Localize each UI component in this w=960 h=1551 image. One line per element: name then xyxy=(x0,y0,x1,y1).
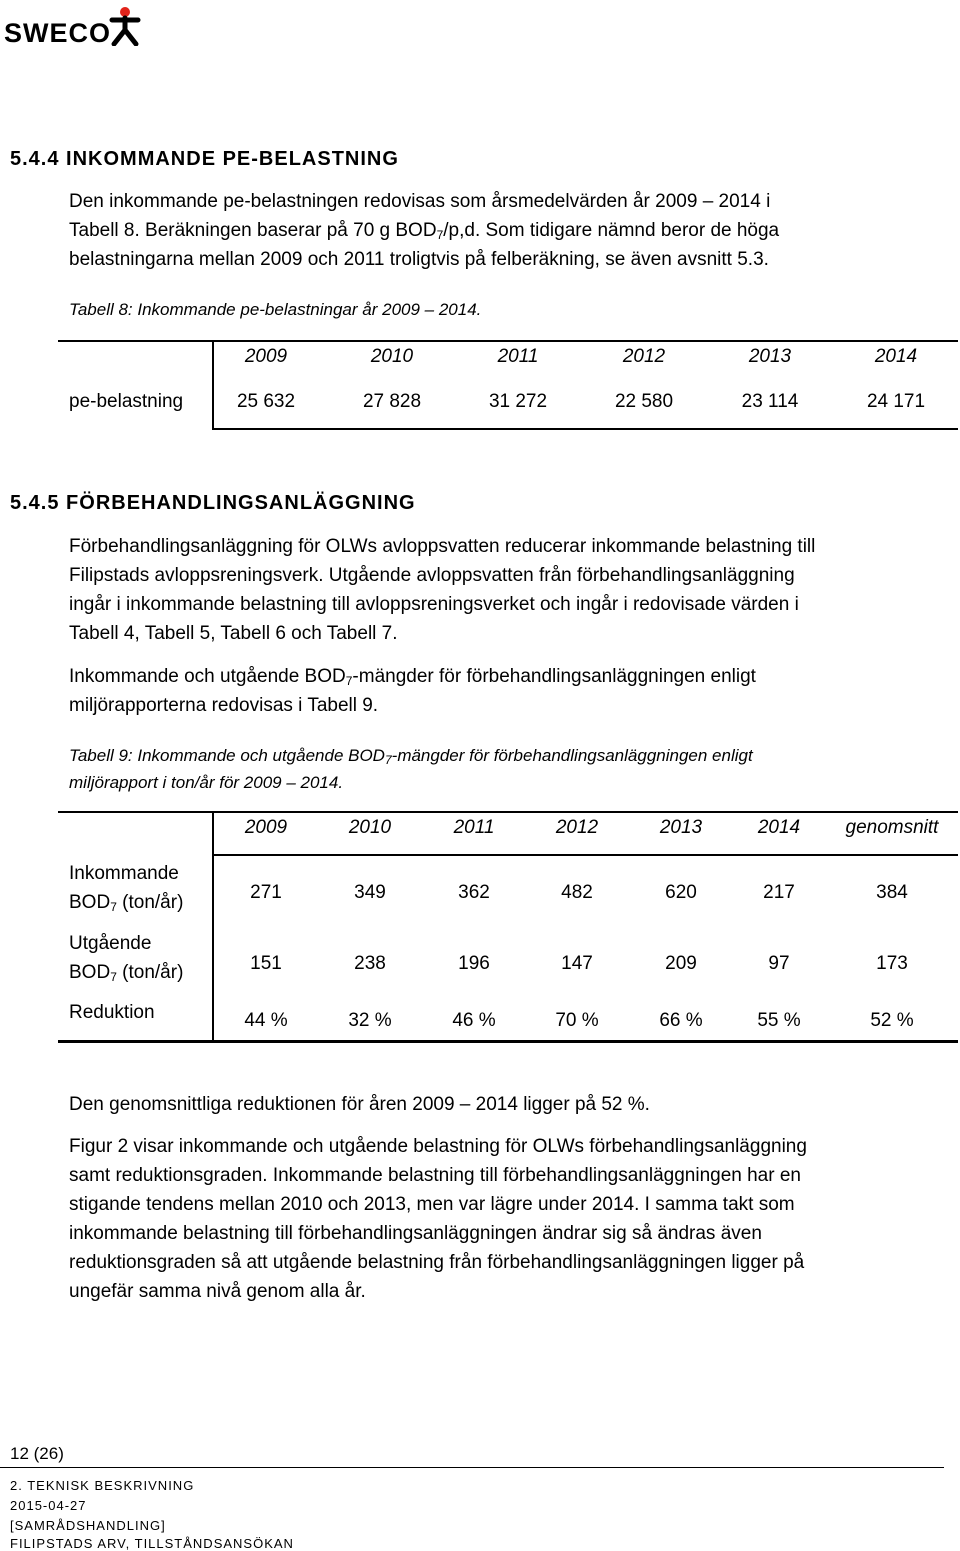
footer-project: FILIPSTADS ARV, TILLSTÅNDSANSÖKAN xyxy=(10,1536,294,1551)
table9-cell: 55 % xyxy=(757,1010,801,1031)
table9-cell: 44 % xyxy=(244,1010,288,1031)
section-544-paragraph xyxy=(69,187,939,274)
table8-top-rule xyxy=(58,340,958,342)
table9-caption xyxy=(69,742,753,796)
para-line: belastningarna mellan 2009 och 2011 troligtvis på felberäkning, se även avsnitt 5.3. xyxy=(69,249,769,270)
table9-cell: 620 xyxy=(665,882,697,903)
section-545-paragraph-2 xyxy=(69,662,939,720)
para-line: stigande tendens mellan 2010 och 2013, men var lägre under 2014. I samma takt som xyxy=(69,1194,795,1215)
footer-date: 2015-04-27 xyxy=(10,1498,87,1513)
table9-cell: 66 % xyxy=(659,1010,703,1031)
table8-cell: 22 580 xyxy=(614,391,674,412)
table9-header-rule xyxy=(212,854,958,856)
para-line: ingår i inkommande belastning till avloppsreningsverket och ingår i redovisade värden i xyxy=(69,594,799,615)
section-heading-544: 5.4.4 INKOMMANDE PE-BELASTNING xyxy=(10,148,399,170)
table9-row-label-reduktion: Reduktion xyxy=(69,1002,155,1023)
table9-cell: 217 xyxy=(763,882,795,903)
table8-year-header: 2014 xyxy=(874,346,918,367)
table9-column-header: 2012 xyxy=(555,817,599,838)
table9-cell: 97 xyxy=(768,953,790,974)
table8-year-header: 2009 xyxy=(244,346,288,367)
para-line: Tabell 4, Tabell 5, Tabell 6 och Tabell 7. xyxy=(69,623,398,644)
table8-row-label: pe-belastning xyxy=(69,391,184,412)
footer-status: [SAMRÅDSHANDLING] xyxy=(10,1518,166,1533)
table8-cell: 23 114 xyxy=(741,391,799,412)
table8-year-header: 2010 xyxy=(370,346,414,367)
table9-cell: 46 % xyxy=(452,1010,496,1031)
table9-column-header: 2010 xyxy=(348,817,392,838)
table8-year-header: 2012 xyxy=(622,346,666,367)
table8-cell: 25 632 xyxy=(236,391,296,412)
table8-cell: 27 828 xyxy=(362,391,422,412)
table9-cell: 349 xyxy=(354,882,386,903)
para-line: miljörapporterna redovisas i Tabell 9. xyxy=(69,695,379,716)
caption-line: Tabell 9: Inkommande och utgående $BOD_7$-mängder för förbehandlingsanläggningen enligt xyxy=(69,746,753,767)
table8-cell: 24 171 xyxy=(866,391,926,412)
para-line: Filipstads avloppsreningsverk. Utgående avloppsvatten från förbehandlingsanläggning xyxy=(69,565,795,586)
footer-rule xyxy=(0,1467,944,1468)
para-line: samt reduktionsgraden. Inkommande belastning till förbehandlingsanläggningen har en xyxy=(69,1165,801,1186)
table9-cell: 238 xyxy=(354,953,386,974)
caption-line: miljörapport i ton/år för 2009 – 2014. xyxy=(69,773,344,792)
para-line: Den inkommande pe-belastningen redovisas som årsmedelvärden år 2009 – 2014 i xyxy=(69,191,771,212)
table8-bottom-rule xyxy=(212,428,958,430)
table9-column-header: 2014 xyxy=(757,817,801,838)
para-line: Förbehandlingsanläggning för OLWs avloppsvatten reducerar inkommande belastning till xyxy=(69,536,816,557)
section-heading-545: 5.4.5 FÖRBEHANDLINGSANLÄGGNING xyxy=(10,492,416,514)
table9-cell: 384 xyxy=(876,882,908,903)
table9-cell: 70 % xyxy=(555,1010,599,1031)
para-line: Figur 2 visar inkommande och utgående belastning för OLWs förbehandlingsanläggning xyxy=(69,1136,807,1157)
para-line: ungefär samma nivå genom alla år. xyxy=(69,1281,366,1302)
sweco-logo xyxy=(4,4,144,48)
table9-row-label-inkommande: Inkommande $BOD_7$ (ton/år) xyxy=(69,863,184,914)
table8-vertical-rule xyxy=(212,340,214,430)
para-line: inkommande belastning till förbehandlingsanläggningen ändrar sig så ändras även xyxy=(69,1223,762,1244)
table9-cell: 209 xyxy=(665,953,697,974)
table8-caption: Tabell 8: Inkommande pe-belastningar år 2009 – 2014. xyxy=(69,300,482,319)
closing-paragraph-1: Den genomsnittliga reduktionen för åren 2009 – 2014 ligger på 52 %. xyxy=(69,1094,650,1115)
table9-cell: 151 xyxy=(250,953,282,974)
para-line: Inkommande och utgående $BOD_7$-mängder för förbehandlingsanläggningen enligt xyxy=(69,666,756,688)
table8-cell: 31 272 xyxy=(488,391,548,412)
table9-row-label-utgaende: Utgående $BOD_7$ (ton/år) xyxy=(69,933,184,984)
table9-vertical-rule xyxy=(212,811,214,1043)
para-line: Tabell 8. Beräkningen baserar på 70 g $BOD_7/p,d$. Som tidigare nämnd beror de höga xyxy=(69,220,780,242)
table9-cell: 271 xyxy=(250,882,282,903)
table8-year-header: 2013 xyxy=(748,346,792,367)
table9-column-header: 2011 xyxy=(453,817,495,838)
table9-bottom-rule xyxy=(58,1040,958,1043)
page-number: 12 (26) xyxy=(10,1444,64,1463)
footer-document-title: 2. TEKNISK BESKRIVNING xyxy=(10,1478,195,1493)
sweco-logo-mark-icon xyxy=(108,6,142,46)
table9-column-header: 2013 xyxy=(659,817,703,838)
logo-text: SWECO xyxy=(4,18,112,48)
table9-cell: 196 xyxy=(458,953,490,974)
table9-cell: 173 xyxy=(876,953,908,974)
table9-cell: 147 xyxy=(561,953,593,974)
table9-cell: 362 xyxy=(458,882,490,903)
section-545-paragraph-1 xyxy=(69,532,939,648)
table9-cell: 482 xyxy=(561,882,593,903)
para-line: reduktionsgraden så att utgående belastning från förbehandlingsanläggningen ligger på xyxy=(69,1252,805,1273)
table9-top-rule xyxy=(58,811,958,813)
table9-cell: 52 % xyxy=(870,1010,914,1031)
table9-column-header: genomsnitt xyxy=(845,817,939,838)
table9-column-header: 2009 xyxy=(244,817,288,838)
closing-paragraph-2 xyxy=(69,1132,939,1306)
table8-year-header: 2011 xyxy=(497,346,539,367)
table9-cell: 32 % xyxy=(348,1010,392,1031)
